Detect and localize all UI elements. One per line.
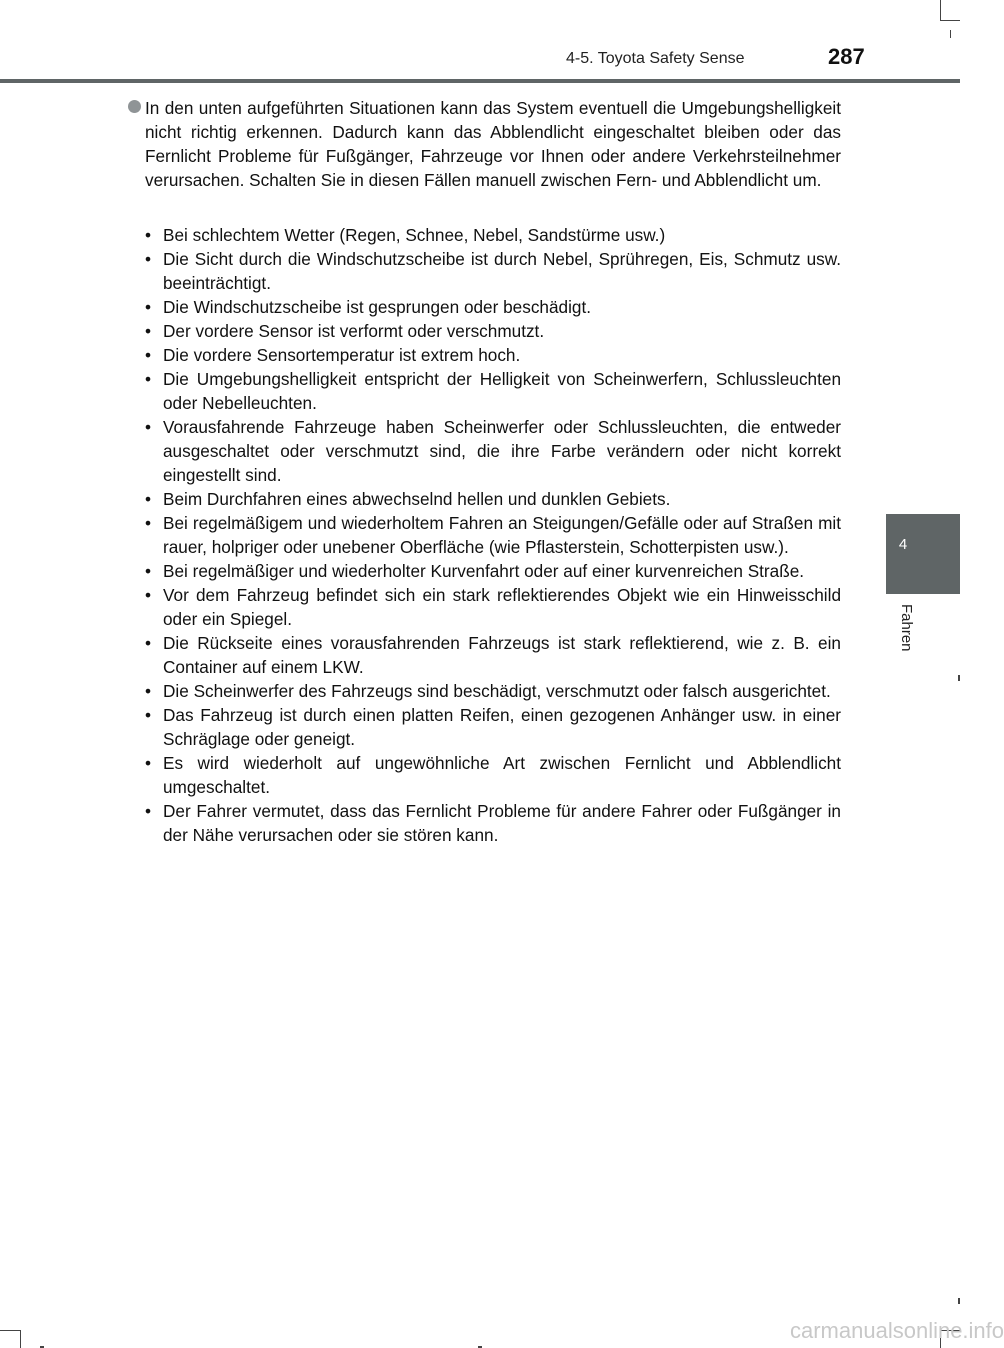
crop-mark — [950, 30, 951, 38]
crop-mark — [20, 1330, 21, 1348]
bullet-icon: • — [145, 753, 152, 773]
list-item — [145, 487, 841, 511]
list-item-text: Bei regelmäßiger und wiederholter Kurvenfahrt oder auf einer kurvenreichen Straße. — [163, 561, 805, 581]
list-item — [145, 559, 841, 583]
bullet-icon: • — [145, 633, 152, 653]
chapter-tab[interactable] — [886, 514, 960, 594]
crop-mark — [940, 20, 960, 21]
list-item-text: Die Windschutzscheibe ist gesprungen oder beschädigt. — [163, 297, 592, 317]
list-item-text: Die Umgebungshelligkeit entspricht der Helligkeit von Scheinwerfern, Schlussleuchten oder Nebelleuchten. — [163, 369, 841, 413]
bullet-icon: • — [145, 561, 152, 581]
bullet-icon: • — [145, 489, 152, 509]
list-item-text: Die Scheinwerfer des Fahrzeugs sind beschädigt, verschmutzt oder falsch ausgerichtet. — [163, 681, 831, 701]
bullet-icon: • — [145, 417, 152, 437]
bullet-icon: • — [145, 513, 152, 533]
footer-watermark: carmanualsonline.info — [790, 1318, 1004, 1343]
list-item — [145, 415, 841, 487]
list-item — [145, 631, 841, 679]
list-item — [145, 703, 841, 751]
list-item-text: Beim Durchfahren eines abwechselnd hellen und dunklen Gebiets. — [163, 489, 671, 509]
list-item-text: Bei regelmäßigem und wiederholtem Fahren an Steigungen/Gefälle oder auf Straßen mit rauer, holpriger oder unebener Oberfläche (wie Pflasterstein, Schotterpisten usw.). — [163, 513, 841, 557]
crop-mark — [958, 1298, 960, 1304]
list-item — [145, 343, 841, 367]
list-item-text: Die vordere Sensortemperatur ist extrem hoch. — [163, 345, 521, 365]
list-item — [145, 583, 841, 631]
bullet-icon: • — [145, 321, 152, 341]
list-item — [145, 367, 841, 415]
list-item-text: Die Rückseite eines vorausfahrenden Fahrzeugs ist stark reflektierend, wie z. B. ein Container auf einem LKW. — [163, 633, 841, 677]
list-item — [145, 799, 841, 847]
bullet-icon: • — [145, 225, 152, 245]
list-item-text: Das Fahrzeug ist durch einen platten Reifen, einen gezogenen Anhänger usw. in einer Schräglage oder geneigt. — [163, 705, 841, 749]
bullet-icon: • — [145, 297, 152, 317]
crop-mark — [940, 0, 941, 20]
list-item-text: Bei schlechtem Wetter (Regen, Schnee, Nebel, Sandstürme usw.) — [163, 225, 666, 245]
list-item — [145, 679, 841, 703]
bullet-icon: • — [145, 705, 152, 725]
bullet-icon: • — [145, 801, 152, 821]
bullet-icon: • — [145, 585, 152, 605]
chapter-number: 4 — [898, 536, 908, 553]
list-item-text: Vorausfahrende Fahrzeuge haben Scheinwerfer oder Schlussleuchten, die entweder ausgeschaltet oder verschmutzt sind, die ihre Farbe verändern oder nicht korrekt eingestellt sind. — [163, 417, 841, 485]
list-item-text: Der Fahrer vermutet, dass das Fernlicht Probleme für andere Fahrer oder Fußgänger in der Nähe verursachen oder sie stören kann. — [163, 801, 841, 845]
header-rule — [0, 79, 960, 83]
list-item — [145, 247, 841, 295]
list-item-text: Vor dem Fahrzeug befindet sich ein stark reflektierendes Objekt wie ein Hinweisschild oder ein Spiegel. — [163, 585, 841, 629]
list-item-text: Der vordere Sensor ist verformt oder verschmutzt. — [163, 321, 545, 341]
list-item — [145, 511, 841, 559]
condition-list — [145, 223, 841, 847]
list-item-text: Es wird wiederholt auf ungewöhnliche Art zwischen Fernlicht und Abblendlicht umgeschaltet. — [163, 753, 841, 797]
bullet-icon: • — [145, 681, 152, 701]
crop-mark — [958, 675, 960, 681]
page-header-section: 4-5. Toyota Safety Sense — [566, 50, 745, 67]
list-item — [145, 751, 841, 799]
intro-paragraph: In den unten aufgeführten Situationen kann das System eventuell die Umgebungshelligkeit nicht richtig erkennen. Dadurch kann das Abblendlicht eingeschaltet bleiben oder das Fernlicht Probleme für Fußgänger, Fahrzeuge vor Ihnen oder andere Verkehrsteilnehmer verursachen. Schalten Sie in diesen Fällen manuell zwischen Fern- und Abblendlicht um. — [145, 98, 841, 190]
bullet-icon: • — [145, 369, 152, 389]
list-item-text: Die Sicht durch die Windschutzscheibe ist durch Nebel, Sprühregen, Eis, Schmutz usw. beeinträchtigt. — [163, 249, 841, 293]
intro-bullet-icon — [128, 100, 141, 113]
list-item — [145, 223, 841, 247]
chapter-label: Fahren — [898, 604, 915, 652]
list-item — [145, 295, 841, 319]
bullet-icon: • — [145, 345, 152, 365]
list-item — [145, 319, 841, 343]
page-number: 287 — [828, 44, 865, 69]
bullet-icon: • — [145, 249, 152, 269]
crop-mark — [0, 1330, 20, 1331]
